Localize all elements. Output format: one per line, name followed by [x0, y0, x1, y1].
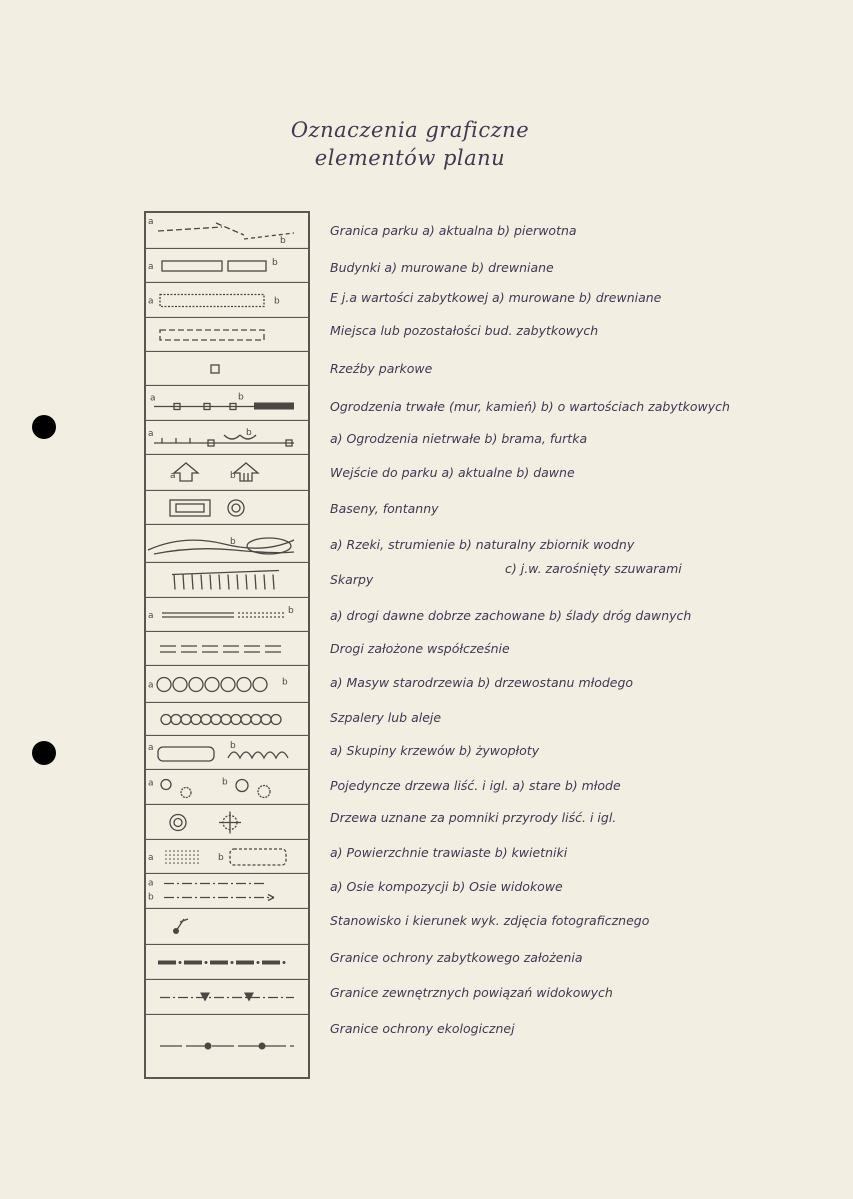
legend-description: a) Powierzchnie trawiaste b) kwietniki	[330, 845, 568, 860]
legend-symbol-single-trees	[144, 770, 310, 805]
legend-description: a) Ogrodzenia nietrwałe b) brama, furtka	[330, 431, 588, 446]
svg-text:a: a	[148, 878, 154, 889]
legend-symbol-boundary-line	[144, 213, 310, 249]
svg-text:b: b	[272, 258, 278, 268]
svg-text:a: a	[148, 611, 154, 621]
legend-description: Granice zewnętrznych powiązań widokowych	[330, 985, 613, 1000]
legend-symbol-alley	[144, 703, 310, 736]
legend-symbol-new-roads	[144, 632, 310, 666]
legend-symbol-escarpment	[144, 563, 310, 598]
svg-text:a: a	[148, 680, 154, 691]
svg-text:b: b	[148, 892, 154, 903]
legend-description: Granice ochrony ekologicznej	[330, 1021, 515, 1036]
legend-description: a) Masyw starodrzewia b) drzewostanu młodego	[330, 675, 634, 690]
legend-symbol-fence-light	[144, 421, 310, 455]
legend-symbol-monument-trees	[144, 805, 310, 840]
svg-text:b: b	[238, 392, 244, 403]
legend-description: Ogrodzenia trwałe (mur, kamień) b) o wartościach zabytkowych	[330, 399, 730, 414]
legend-symbol-lawns	[144, 840, 310, 874]
legend-description: Stanowisko i kierunek wyk. zdjęcia fotograficznego	[330, 913, 650, 928]
svg-text:b: b	[246, 428, 252, 438]
svg-text:b: b	[280, 236, 286, 246]
legend-description: Baseny, fontanny	[330, 501, 439, 516]
legend-description: Rzeźby parkowe	[330, 361, 433, 376]
svg-text:b: b	[230, 741, 236, 751]
svg-text:b: b	[230, 471, 236, 481]
legend-symbol-shrubs	[144, 736, 310, 770]
punch-hole-top	[32, 415, 56, 439]
svg-text:a: a	[148, 743, 154, 753]
legend-description: Wejście do parku a) aktualne b) dawne	[330, 465, 575, 480]
svg-text:a: a	[148, 296, 154, 307]
svg-text:a: a	[148, 262, 154, 272]
legend-symbol-dashed-rect	[144, 318, 310, 352]
title-line-2: elementów planu	[314, 146, 506, 170]
legend-description: Skarpy	[330, 572, 374, 587]
legend-symbol-pool-fountain	[144, 491, 310, 525]
svg-text:a: a	[148, 217, 154, 227]
legend-description: a) Rzeki, strumienie b) naturalny zbiornik wodny	[330, 537, 635, 552]
legend-symbol-eco-boundary	[144, 1015, 310, 1077]
legend-description: Drzewa uznane za pomniki przyrody liść. i igl.	[330, 810, 617, 825]
svg-text:b: b	[274, 296, 280, 307]
legend-description: Granica parku a) aktualna b) pierwotna	[330, 223, 577, 238]
legend-description: Pojedyncze drzewa liść. i igl. a) stare b) młode	[330, 778, 621, 793]
legend-description: Miejsca lub pozostałości bud. zabytkowych	[330, 323, 599, 338]
legend-symbol-entrance-arrow	[144, 455, 310, 491]
legend-symbol-protection-boundary	[144, 945, 310, 980]
legend-symbol-old-roads	[144, 598, 310, 632]
legend-symbol-view-boundary	[144, 980, 310, 1015]
legend-symbol-tree-stand	[144, 666, 310, 703]
svg-text:a: a	[150, 393, 156, 404]
legend-symbol-building-rect	[144, 249, 310, 283]
legend-description: E j.a wartości zabytkowej a) murowane b) drewniane	[330, 290, 662, 305]
svg-text:a: a	[148, 778, 154, 789]
legend-description: a) Osie kompozycji b) Osie widokowe	[330, 879, 563, 894]
punch-hole-bottom	[32, 741, 56, 765]
legend-symbol-heritage-building	[144, 283, 310, 318]
legend-symbol-photo-point	[144, 909, 310, 945]
svg-text:b: b	[222, 777, 228, 788]
legend-description: Drogi założone współcześnie	[330, 641, 510, 656]
svg-text:b: b	[282, 677, 288, 688]
legend-symbol-sculpture	[144, 352, 310, 386]
svg-text:b: b	[218, 853, 224, 863]
legend-description: a) Skupiny krzewów b) żywopłoty	[330, 743, 540, 758]
legend-symbol-water	[144, 525, 310, 563]
svg-text:b: b	[230, 537, 236, 547]
legend-description: Budynki a) murowane b) drewniane	[330, 260, 554, 275]
svg-text:a: a	[148, 429, 154, 439]
svg-text:a: a	[148, 853, 154, 863]
legend-symbol-fence-solid	[144, 386, 310, 421]
legend-description-extra: c) j.w. zarośnięty szuwarami	[505, 561, 682, 576]
legend-description: Szpalery lub aleje	[330, 710, 442, 725]
svg-text:b: b	[288, 606, 294, 616]
svg-text:a: a	[170, 471, 176, 481]
legend-description: a) drogi dawne dobrze zachowane b) ślady dróg dawnych	[330, 608, 692, 623]
title-line-1: Oznaczenia graficzne	[290, 118, 530, 142]
legend-description: Granice ochrony zabytkowego założenia	[330, 950, 583, 965]
legend-symbol-axes	[144, 874, 310, 909]
